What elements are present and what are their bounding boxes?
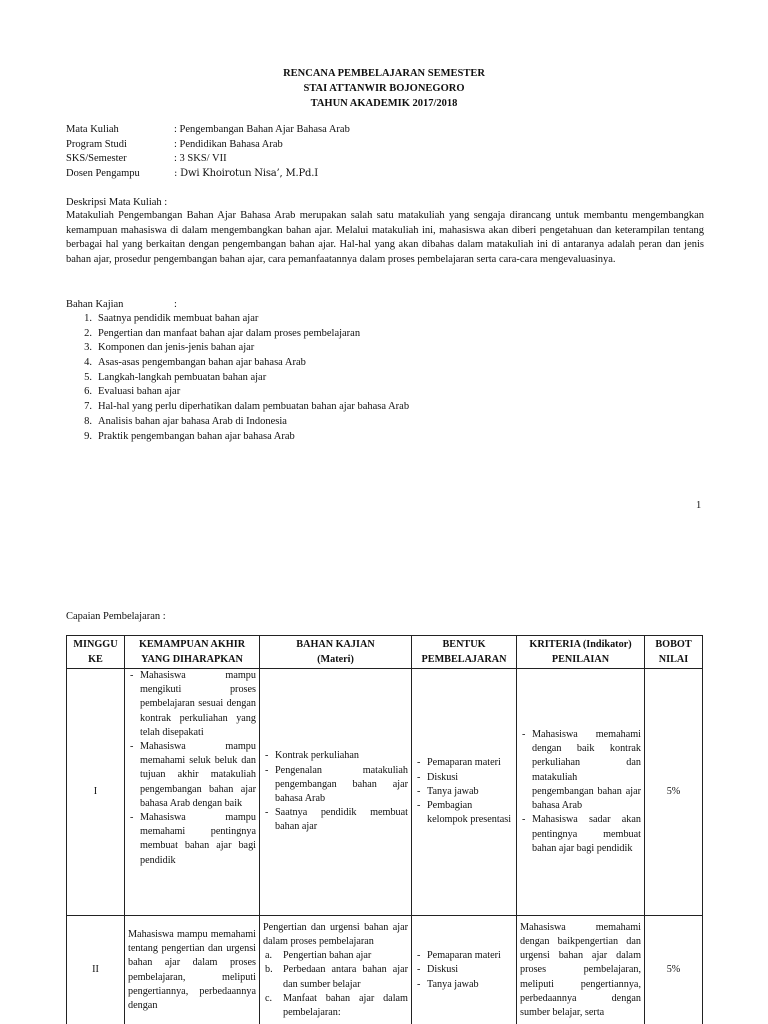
rps-table (66, 635, 703, 1024)
header-academic-year: TAHUN AKADEMIK 2017/2018 (310, 98, 458, 109)
cell-kemampuan: Mahasiswa mampu memahami tentang pengertian dan urgensi bahan ajar dalam proses pembelajaran, meliputi pengertiannya, perbedaannya dengan (125, 916, 260, 1024)
list-item: - Tanya jawab (415, 978, 513, 992)
course-info (66, 122, 706, 180)
list-item (66, 384, 666, 399)
list-item (66, 340, 666, 355)
cell-minggu: II (67, 916, 125, 1024)
cell-kriteria (517, 669, 645, 916)
list-number: 1. (84, 313, 92, 324)
list-number: 4. (84, 357, 92, 369)
info-label: Dosen Pengampu (66, 167, 140, 179)
list-item: - Mahasiswa sadar akan pentingnya membuat bahan ajar bagi pendidik (520, 813, 641, 856)
list-number: 7. (84, 401, 92, 413)
info-row-sks (66, 151, 706, 166)
cell-bahan-kajian (260, 916, 412, 1024)
list-item: - Pemaparan materi (415, 949, 513, 963)
page-number: 1 (696, 500, 702, 511)
list-item (66, 399, 666, 414)
list-item (66, 429, 666, 444)
list-item: b. Perbedaan antara bahan ajar dan sumber belajar (265, 964, 408, 990)
list-text: Evaluasi bahan ajar (98, 386, 181, 398)
list-item: - Mahasiswa mampu memahami pentingnya membuat bahan ajar bagi pendidik (128, 811, 256, 868)
list-number: 6. (84, 386, 92, 398)
list-item (66, 370, 666, 385)
header-minggu: MINGGU KE (67, 636, 125, 669)
info-label: Mata Kuliah (66, 124, 119, 135)
list-item: a. Pengertian bahan ajar (265, 950, 372, 962)
list-item: - Mahasiswa memahami dengan baik kontrak perkuliahan dan matakuliah pengembangan bahan ajar bahasa Arab (520, 728, 641, 813)
info-value: : 3 SKS/ VII (174, 153, 227, 164)
list-item: - Pengenalan matakuliah pengembangan bahan ajar bahasa Arab (263, 764, 408, 807)
bahan-kajian-colon: : (174, 299, 177, 310)
list-item: - Tanya jawab (415, 785, 513, 799)
list-item (66, 311, 666, 326)
header-title: RENCANA PEMBELAJARAN SEMESTER (283, 68, 485, 79)
document-header (0, 66, 768, 111)
cell-bentuk (412, 916, 517, 1024)
list-number: 3. (84, 342, 92, 354)
list-text: Asas-asas pengembangan bahan ajar bahasa Arab (98, 357, 306, 369)
cell-kriteria: Mahasiswa memahami dengan baikpengertian dan urgensi bahan ajar dalam proses pembelajaran, meliputi pengertiannya, perbedaannya dengan sumber belajar, serta (517, 916, 645, 1024)
list-number: 8. (84, 415, 92, 427)
cell-bobot: 5% (645, 669, 703, 916)
header-kriteria: KRITERIA (Indikator) PENILAIAN (517, 636, 645, 669)
list-number: 9. (84, 430, 92, 442)
list-item: - Diskusi (415, 963, 513, 977)
header-institution: STAI ATTANWIR BOJONEGORO (303, 83, 465, 94)
list-item: - Mahasiswa mampu memahami seluk beluk dan tujuan akhir matakuliah pengembangan bahan ajar bahasa Arab dengan baik (128, 740, 256, 811)
info-label: Program Studi (66, 138, 127, 150)
list-item: - Kontrak perkuliahan (263, 749, 408, 763)
table-header-row (67, 636, 703, 669)
description-text: Matakuliah Pengembangan Bahan Ajar Bahasa Arab merupakan salah satu matakuliah yang sengaja dirancang untuk membantu mengembangkan kemampuan mahasiswa di dalam mengembangkan bahan ajar. Melalui matakuliah ini, mahasiswa akan diberi pengetahuan dan keterampilan tentang berbagai hal yang berkaitan dengan pengembangan bahan ajar. Hal-hal yang akan dibahas dalam matakuliah ini di antaranya adalah peran dan jenis bahan ajar, prosedur pengembangan bahan ajar, cara pemanfaatannya dalam proses pembelajaran serta cara-cara mengevaluasinya. (66, 210, 704, 266)
list-text: Pengertian dan manfaat bahan ajar dalam proses pembelajaran (98, 327, 361, 339)
list-text: Hal-hal yang perlu diperhatikan dalam pembuatan bahan ajar bahasa Arab (98, 401, 410, 413)
info-row-dosen (66, 166, 706, 181)
list-item: c. Manfaat bahan ajar dalam pembelajaran: (265, 992, 408, 1018)
bahan-intro: Pengertian dan urgensi bahan ajar dalam proses pembelajaran (263, 921, 408, 947)
info-label: SKS/Semester (66, 153, 127, 164)
header-bobot: BOBOT NILAI (645, 636, 703, 669)
list-item: - Diskusi (415, 771, 513, 785)
cell-minggu: I (67, 669, 125, 916)
list-item: - Mahasiswa mampu mengikuti proses pembelajaran sesuai dengan kontrak perkuliahan yang telah disepakati (128, 669, 256, 740)
list-item (66, 414, 666, 429)
list-text: Langkah-langkah pembuatan bahan ajar (98, 371, 267, 383)
list-number: 2. (84, 327, 92, 339)
list-text: Praktik pengembangan bahan ajar bahasa Arab (98, 430, 295, 442)
cell-bobot: 5% (645, 916, 703, 1024)
cell-bentuk (412, 669, 517, 916)
header-kemampuan: KEMAMPUAN AKHIR YANG DIHARAPKAN (125, 636, 260, 669)
info-row-program-studi (66, 137, 706, 152)
info-row-mata-kuliah (66, 122, 706, 137)
info-value: : Pendidikan Bahasa Arab (174, 138, 283, 150)
list-text: Komponen dan jenis-jenis bahan ajar (98, 342, 255, 354)
list-item: - Pemaparan materi (415, 756, 513, 770)
info-value: : Dwi Khoirotun Nisa’, M.Pd.I (174, 167, 318, 179)
list-item (66, 326, 666, 341)
bahan-kajian-label (66, 297, 177, 312)
table-row (67, 669, 703, 916)
list-text: Analisis bahan ajar bahasa Arab di Indonesia (98, 415, 287, 427)
info-value: : Pengembangan Bahan Ajar Bahasa Arab (174, 124, 350, 135)
table-row (67, 916, 703, 1024)
description-label: Deskripsi Mata Kuliah : (66, 197, 168, 208)
list-text: Saatnya pendidik membuat bahan ajar (98, 313, 259, 324)
cell-kemampuan (125, 669, 260, 916)
list-item: - Pembagian kelompok presentasi (415, 799, 513, 827)
list-item (66, 355, 666, 370)
cell-bahan-kajian (260, 669, 412, 916)
header-bentuk: BENTUK PEMBELAJARAN (412, 636, 517, 669)
capaian-label: Capaian Pembelajaran : (66, 611, 166, 622)
list-item: - Saatnya pendidik membuat bahan ajar (263, 806, 408, 834)
bahan-kajian-list (66, 311, 666, 443)
list-number: 5. (84, 371, 92, 383)
header-bahan-kajian: BAHAN KAJIAN (Materi) (260, 636, 412, 669)
bahan-kajian-title: Bahan Kajian (66, 299, 124, 310)
